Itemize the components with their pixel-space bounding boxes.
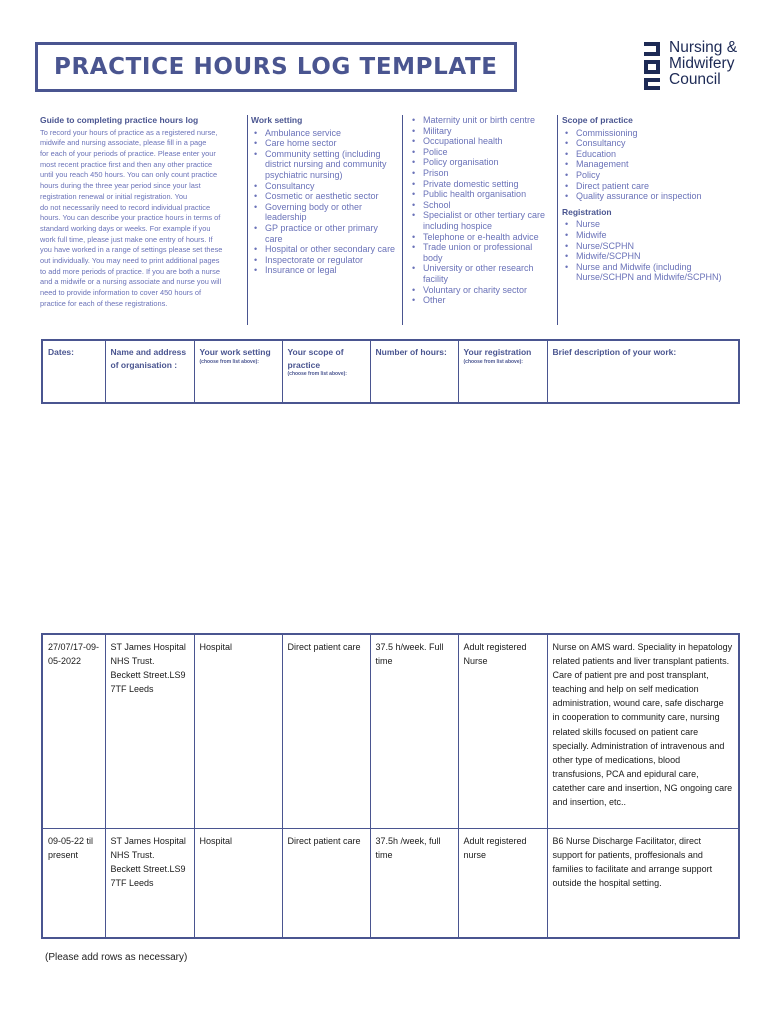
cell-hours: 37.5h /week, full time [370,828,458,938]
work-setting-item: • Telephone or e-health advice [409,232,554,243]
registration-item: • Midwife/SCPHN [562,251,722,262]
log-entries-table [41,633,740,939]
work-setting-item: • Maternity unit or birth centre [409,115,554,126]
work-setting-item: • Voluntary or charity sector [409,285,554,296]
work-setting-item: • GP practice or other primary care [251,223,396,244]
work-setting-item: • Occupational health [409,136,554,147]
column-divider [247,115,248,325]
guide-line: for each of your periods of practice. Please enter your [40,149,216,158]
nmc-logo-text [669,40,737,88]
header-description: Brief description of your work: [547,340,739,403]
title-box [35,42,517,92]
work-setting-item: • Trade union or professional body [409,242,554,263]
work-setting-item: • Community setting (including district nursing and community psychiatric nursing) [251,149,396,181]
guide-line: and a midwife or a nursing associate and nurse you will [40,277,222,287]
work-setting-cont-section [409,115,554,306]
header-work-setting-label: Your work setting [199,347,271,357]
scope-list [562,128,722,202]
work-setting-item: • Public health organisation [409,189,554,200]
header-dates: Dates: [42,340,105,403]
footer-note: (Please add rows as necessary) [45,952,188,963]
nmc-logo [641,40,737,92]
scope-item: • Education [562,149,722,160]
scope-item: • Policy [562,170,722,181]
table-row [42,828,739,938]
logo-line-2: Midwifery [669,55,735,72]
cell-scope: Direct patient care [282,634,370,828]
guide-line: hours during the three year period since your last [40,181,201,191]
cell-registration: Adult registered Nurse [458,634,547,828]
work-setting-item: • Care home sector [251,138,396,149]
work-setting-item: • Police [409,147,554,158]
work-setting-item: • School [409,200,554,211]
work-setting-cont-list [409,115,554,306]
choose-note: (choose from list above): [463,358,523,365]
cell-organisation: ST James Hospital NHS Trust. Beckett Street.LS9 7TF Leeds [105,634,194,828]
cell-work-setting: Hospital [194,828,282,938]
guide-line: work full time, please just make one entry of hours. If [40,234,213,244]
cell-description: B6 Nurse Discharge Facilitator, direct support for patients, proffesionals and families to facilitate and arrange support outside the hospital setting. [547,828,739,938]
guide-line: registration renewal or initial registration. You [40,191,188,201]
nmc-logo-mark-icon [641,40,663,92]
cell-hours: 37.5 h/week. Full time [370,634,458,828]
guide-heading: Guide to completing practice hours log [40,115,199,125]
guide-line: to add more periods of practice. If you are both a nurse [40,266,220,276]
scope-item: • Commissioning [562,128,722,139]
header-scope [282,340,370,403]
cell-dates: 09-05-22 til present [42,828,105,938]
registration-heading: Registration [562,206,612,217]
guide-line: out individually. You may need to print additional pages [40,256,220,266]
header-registration-label: Your registration [463,347,532,357]
registration-list [562,219,722,283]
cell-organisation: ST James Hospital NHS Trust. Beckett Street.LS9 7TF Leeds [105,828,194,938]
registration-item: • Nurse and Midwife (including Nurse/SCHPN and Midwife/SCPHN) [562,262,722,283]
header-hours: Number of hours: [370,340,458,403]
choose-note: (choose from list above): [287,371,347,377]
work-setting-item: • Consultancy [251,181,396,192]
header-registration [458,340,547,403]
logo-line-1: Nursing & [669,39,738,56]
guide-line: you have worked in a range of settings please set these [40,245,223,255]
work-setting-list [251,128,396,276]
work-setting-section [251,115,396,276]
guide-line: practice for each of these registrations. [40,298,168,308]
work-setting-item: • Inspectorate or regulator [251,255,396,266]
cell-dates: 27/07/17-09-05-2022 [42,634,105,828]
work-setting-item: • Specialist or other tertiary care including hospice [409,210,554,231]
log-header-table [41,339,740,404]
work-setting-item: • Hospital or other secondary care [251,244,396,255]
scope-heading: Scope of practice [562,115,633,125]
registration-item: • Nurse [562,219,722,230]
work-setting-heading: Work setting [251,115,303,125]
guide-line: need to provide information to cover 450 hours of [40,288,202,298]
work-setting-item: • University or other research facility [409,263,554,284]
header-scope-label: Your scope of practice [287,347,344,370]
guide-line: To record your hours of practice as a registered nurse, [40,127,218,137]
guide-line: midwife and nursing associate, please fill in a page [40,138,207,148]
cell-scope: Direct patient care [282,828,370,938]
guide-line: do not necessarily need to record individual practice [40,202,211,212]
work-setting-item: • Governing body or other leadership [251,202,396,223]
registration-item: • Midwife [562,230,722,241]
guide-line: most recent practice first and then any other practice [40,159,213,169]
guide-section [40,115,245,310]
header-work-setting [194,340,282,403]
header-organisation [105,340,194,403]
scope-item: • Consultancy [562,138,722,149]
work-setting-item: • Military [409,126,554,137]
choose-note: (choose from list above): [199,358,259,365]
table-row [42,634,739,828]
work-setting-item: • Other [409,295,554,306]
scope-item: • Direct patient care [562,181,722,192]
guide-line: standard working days or weeks. For example if you [40,223,211,233]
logo-line-3: Council [669,71,721,88]
header-organisation-label: Name and address of organisation : [110,347,187,370]
work-setting-item: • Policy organisation [409,157,554,168]
column-divider [557,115,558,325]
scope-item: • Quality assurance or inspection [562,191,722,202]
cell-registration: Adult registered nurse [458,828,547,938]
guide-text [40,128,245,310]
scope-item: • Management [562,159,722,170]
cell-work-setting: Hospital [194,634,282,828]
scope-section [562,115,722,283]
column-divider [402,115,403,325]
work-setting-item: • Insurance or legal [251,265,396,276]
work-setting-item: • Cosmetic or aesthetic sector [251,191,396,202]
work-setting-item: • Private domestic setting [409,179,554,190]
registration-item: • Nurse/SCPHN [562,241,722,252]
cell-description: Nurse on AMS ward. Speciality in hepatology related patients and liver transplant patients. Care of patient pre and post transplant, teaching and help on self medication administration, wound care, safe discharge in cooperation to community care, nursing related skills focused on patient care specially. Administration of intravenous and other type of medications, blood transfusions, PCA and epidural care, catether care and insertion, NG ongoing care and insertion, etc.. [547,634,739,828]
work-setting-item: • Ambulance service [251,128,396,139]
guide-line: hours. You can describe your practice hours in terms of [40,213,221,223]
page-title: PRACTICE HOURS LOG TEMPLATE [54,54,498,80]
work-setting-item: • Prison [409,168,554,179]
guide-line: until you reach 450 hours. You can only count practice [40,170,218,180]
